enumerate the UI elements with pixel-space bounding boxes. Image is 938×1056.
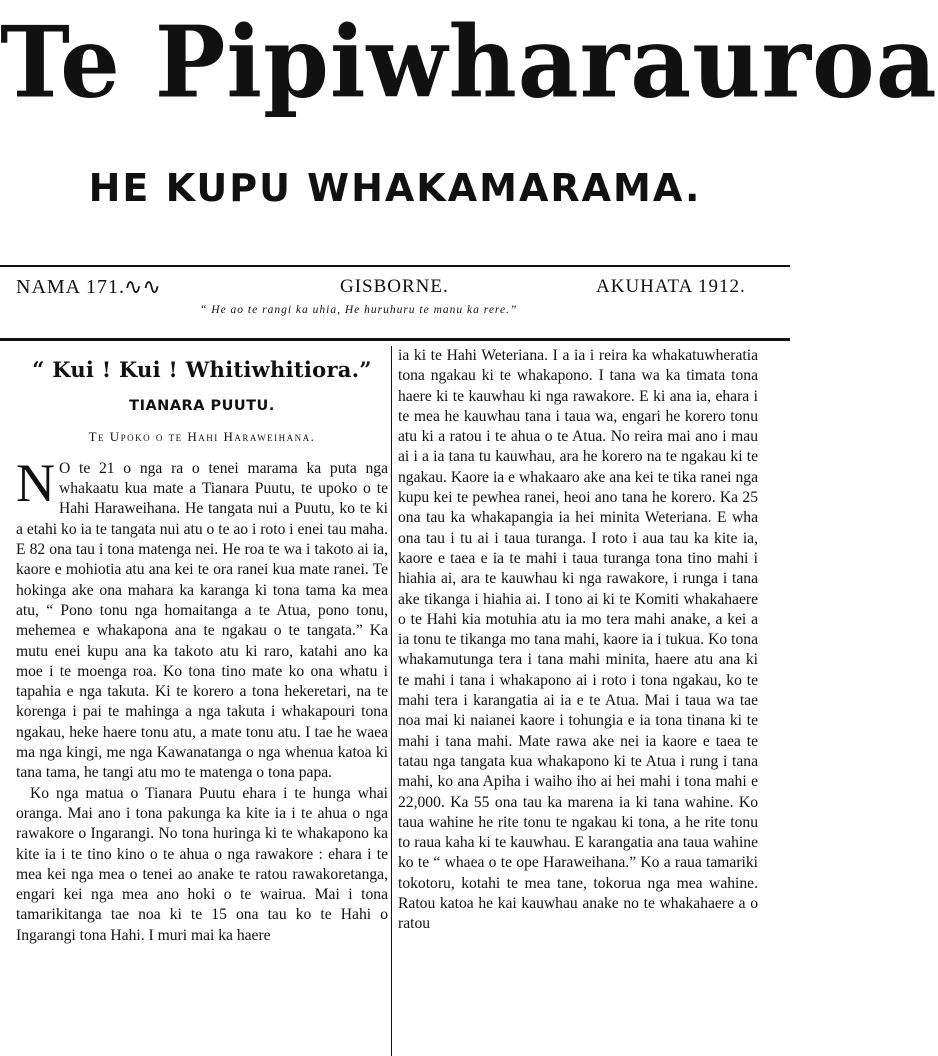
article-paragraph: ia ki te Hahi Weteriana. I a ia i reira ka whakatuwheratia tona ngakau ki te whakapono. I tana wa ka timata tona haere ki te kauwhau ki nga rawakore. E ki ana ia, ehara i te mea he kauwhau tana i taua wa, engari he korero tonu atu ki a ratou i te ahua o te Atua. No reira mai ano i mau ai i a ia tana tu kauwhau, ara he korero na te ngakau ki te ngakau. Kaore ia e whakaaro ake ana kei te tika ranei nga kupu kei te pewhea ranei, heoi ano tana he korero. Ka 25 ona tau ka whakapangia ia hei minita Weteriana. E wha ona tau i tu ai i taua turanga. I roto i aua tau ka kite ia, kaore e taea e ia te mahi i taua turanga tona tino mahi i hiahia ai, ara te kauwhau ki nga rawakore, i runga i tana ake tikanga i hiahia ai. I tono ai ki te Komiti whakahaere o te Hahi kia motuhia atu ia mo tera mahi anake, a kei a ia tonu te tikanga mo tana mahi, kaore ia i tukua. Ko tona whakamutunga tera i tana mahi minita, haere atu ana ki te mahi i tana i whakapono ai i roto i tona ngakau, ko te mahi tera i karangatia ai ia e te Atua. Mai i taua wa tae noa mai ki naianei kaore i tohungia e ia tona tinana ki te mahi i tana mahi. Mate rawa ake nei ia kaore e taea te tatau nga tangata kua whakapono ki te Atua i rung i tana mahi, ko ana Apiha i waiho iho ai hei mahi i tona mahi e 22,000. Ka 55 ona tau ka marena ia ki tana wahine. Ko taua wahine he rite tonu te ngakau ki tona, a he rite tonu to raua kaha ki te kauwhau. E karangatia ana taua wahine ko te “ whaea o te ope Haraweihana.” Ko a raua tamariki tokotoru, kotahi te mea tane, tokorua nga mea wahine. Ratou katoa he kai kauwhau anake no te whakahaere a o ratou	[398, 347, 758, 933]
masthead-rule-top	[0, 265, 790, 267]
article-column-left	[16, 346, 388, 1056]
article-subtitle: Te Upoko o te Hahi Haraweihana.	[88, 428, 316, 444]
issue-motto: “ He ao te rangi ka uhia, He huruhuru te manu ka rere.”	[200, 304, 518, 316]
newspaper-subtitle: HE KUPU WHAKAMARAMA.	[88, 166, 702, 210]
drop-cap: N	[16, 452, 55, 513]
article-paragraph: Ko nga matua o Tianara Puutu ehara i te hunga whai oranga. Mai ano i tona pakunga ka kite ia i te ahua o nga rawakore o Ingarangi. No tona huringa ki te whakapono ka kite ia i te tino kino o te ahua o nga rawakore : ehara i te mea kei nga mea o tenei ao anake te ratou rawakoretanga, engari kei nga mea ano hoki o te wairua. Mai i tona tamarikitanga tae noa ki te 15 ona tau ko te Hahi o Ingarangi tona Hahi. I muri mai ka haere	[16, 784, 388, 944]
issue-bar	[0, 272, 790, 332]
newspaper-title: Te Pipiwharauroa	[0, 5, 938, 121]
issue-number: NAMA 171.	[16, 276, 126, 298]
masthead-rule-bottom	[0, 338, 790, 341]
article-paragraph	[16, 452, 388, 784]
article-title: TIANARA PUUTU.	[129, 398, 275, 415]
paragraph-text: O te 21 o nga ra o tenei marama ka puta nga whakaatu kua mate a Tianara Puutu, te upoko o te Hahi Haraweihana. He tangata nui a Puutu, ko te ki a etahi ko ia te tangata nui atu o te ao i roto i enei tau maha. E 82 ona tau i tona matenga nei. He roa te wa i takoto ai ia, kaore e mohiotia atu ana kei te ora ranei kua mate ranei. Te hokinga ake ona mahara ka karanga ki tona tama ka mea atu, “ Pono tonu nga homaitanga a te Atua, pono tonu, mehemea e whakapona ana te ngakau o te tangata.” Ka mutu enei kupu ana ka takoto atu ki raro, katahi ano ka moe i te moenga roa. Ko tona tino mate ko ona whatu i tapahia e nga takuta. Ki te korero a tona hekeretari, na te korenga i pai te mahinga a nga takuta i whakapouri tona ngakau, heke haere tonu atu, a mate tonu atu. I tae he waea ma nga kingi, me nga Kawanatanga o nga whenua katoa ki tana tama, he tangi atu mo te matenga o tona papa.	[16, 459, 388, 782]
masthead	[0, 0, 938, 130]
issue-date: AKUHATA 1912.	[596, 276, 746, 297]
column-divider	[391, 346, 392, 1056]
article-heading: “ Kui ! Kui ! Whitiwhitiora.”	[32, 357, 372, 382]
article-column-right	[398, 346, 758, 1056]
ornament-flourish-icon: ∿∿	[124, 274, 161, 299]
issue-place: GISBORNE.	[340, 276, 449, 297]
